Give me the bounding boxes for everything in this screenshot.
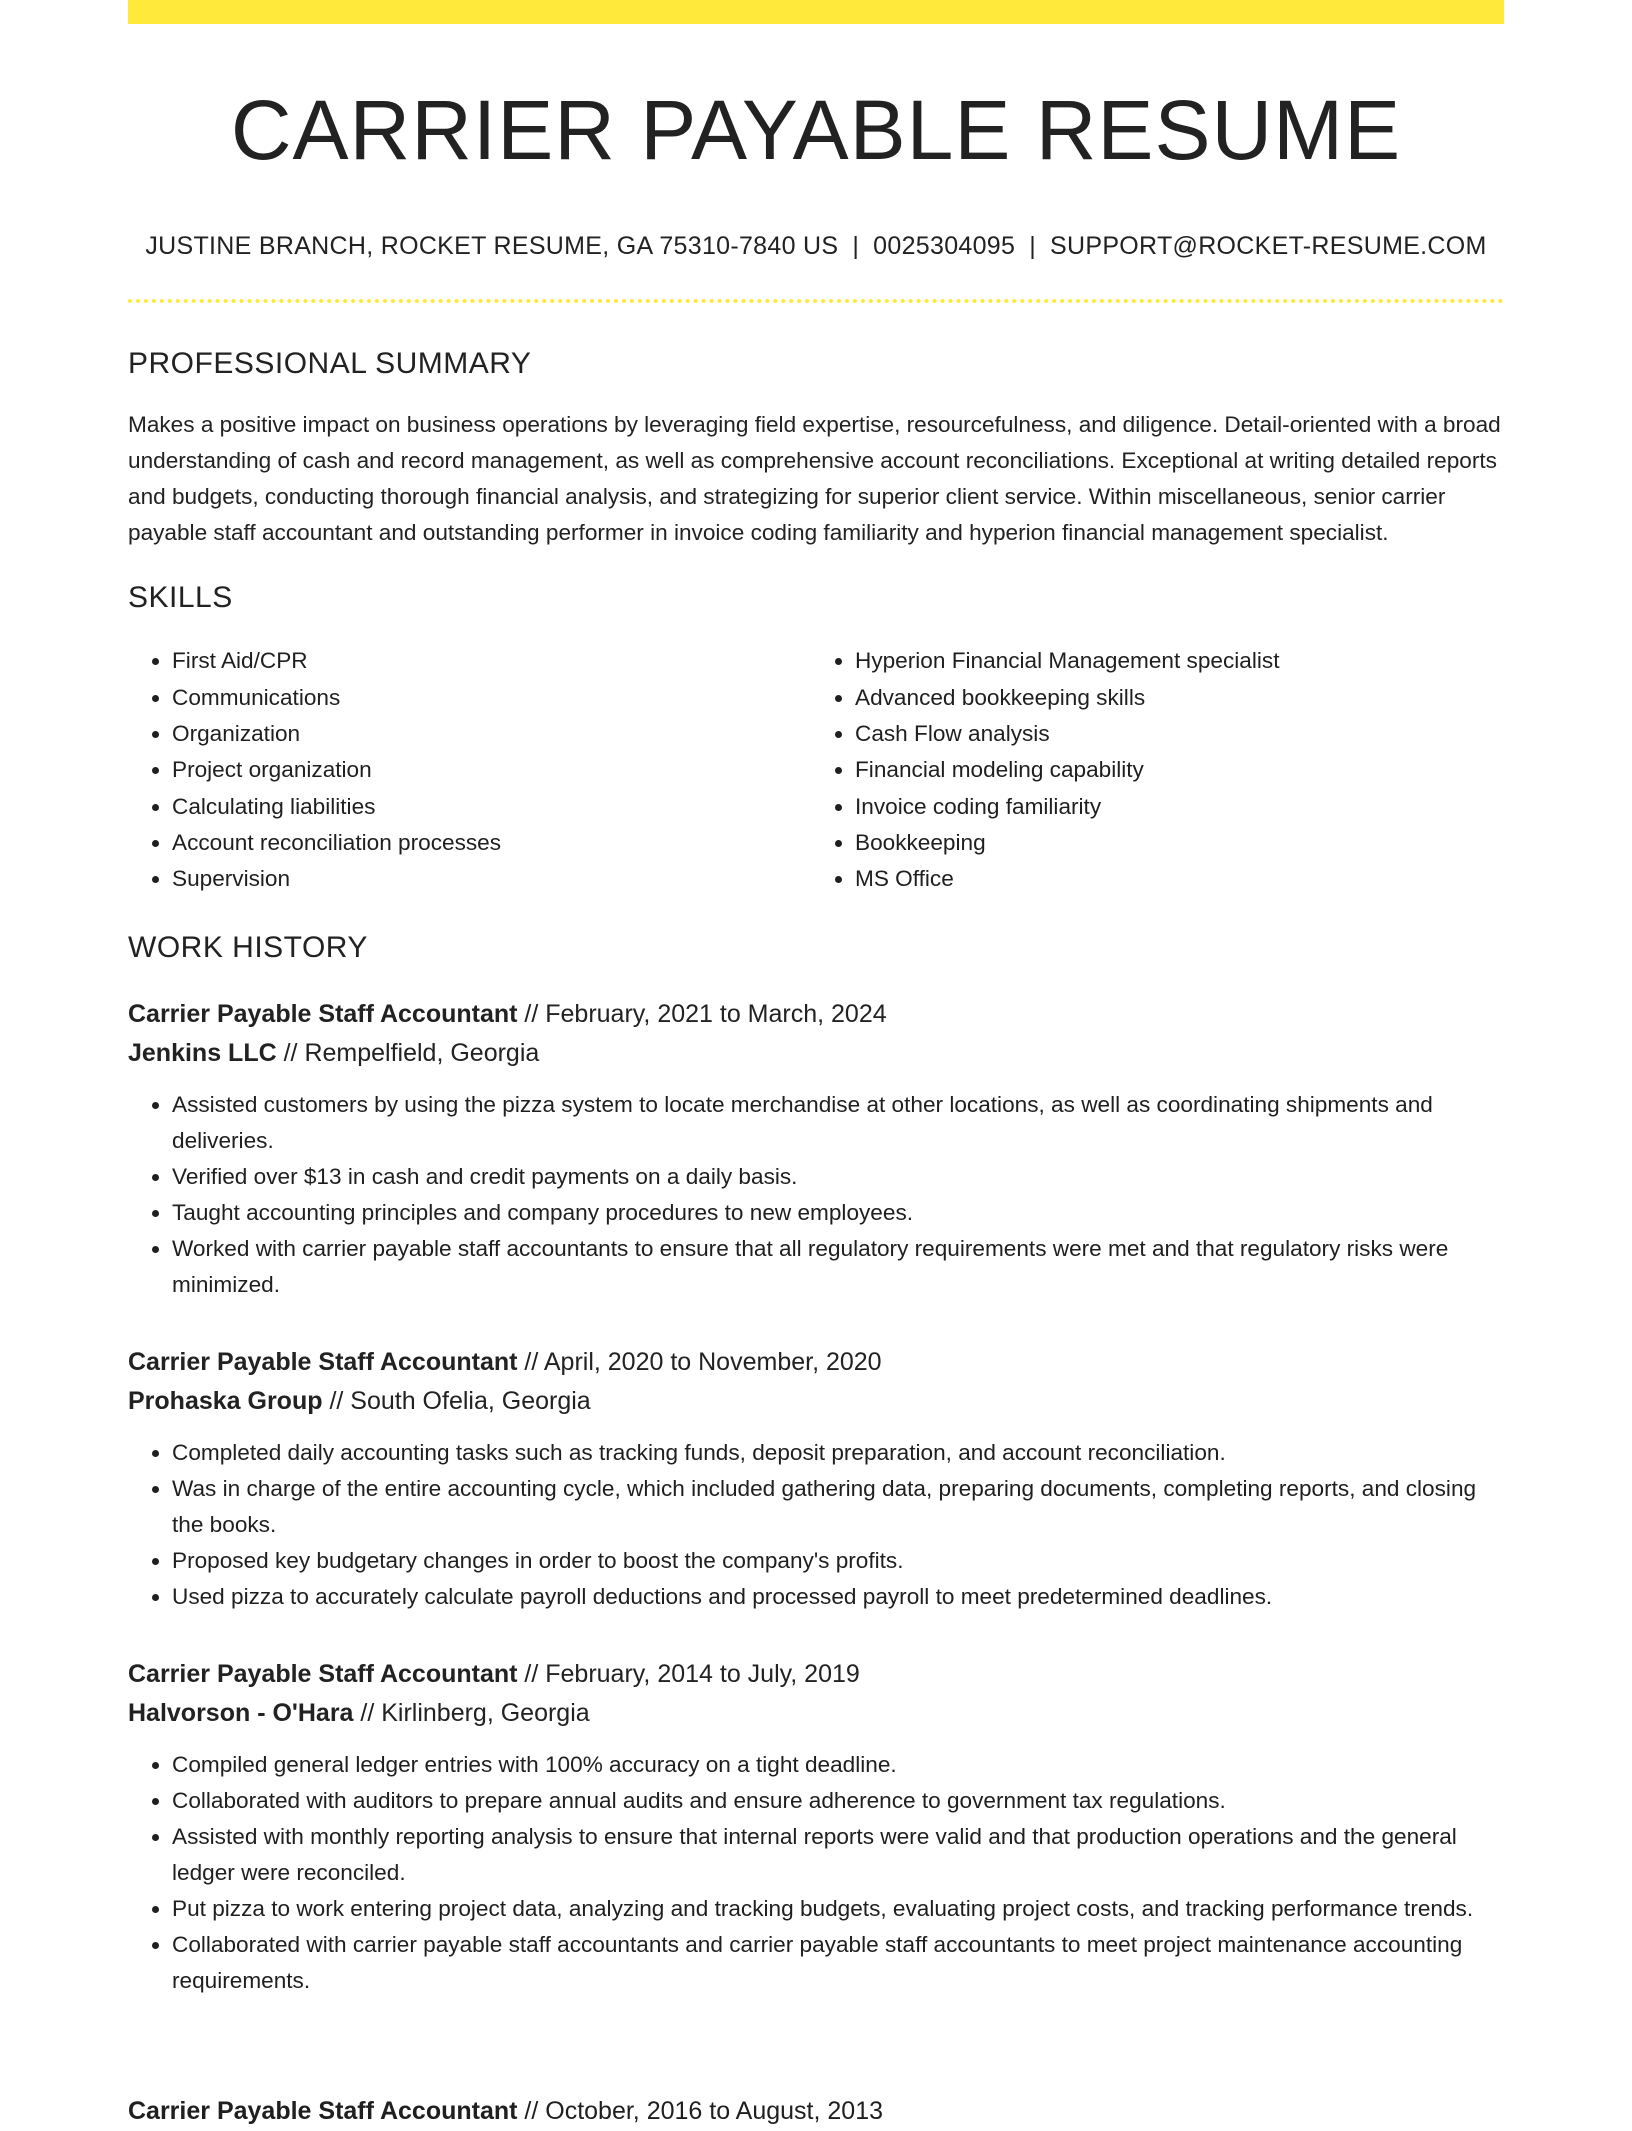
- job-bullets: [128, 1747, 1504, 1999]
- job-bullet: • Completed daily accounting tasks such as tracking funds, deposit preparation, and account reconciliation.: [172, 1435, 1504, 1471]
- skill-item: • Account reconciliation processes: [172, 825, 806, 861]
- dotted-divider: [128, 299, 1504, 303]
- skill-item: • First Aid/CPR: [172, 643, 806, 679]
- job-location: // South Ofelia, Georgia: [322, 1387, 591, 1416]
- job-bullet: • Taught accounting principles and company procedures to new employees.: [172, 1195, 1504, 1231]
- job-bullets: [128, 1087, 1504, 1303]
- job-location: // Rempelfield, Georgia: [276, 1039, 540, 1068]
- job-entry: [128, 995, 1504, 1303]
- job-bullet: • Used pizza to accurately calculate payroll deductions and processed payroll to meet predetermined deadlines.: [172, 1579, 1504, 1615]
- job-role: Carrier Payable Staff Accountant: [128, 1660, 518, 1689]
- skill-item: • Financial modeling capability: [855, 752, 1489, 788]
- skills-heading: SKILLS: [128, 581, 233, 615]
- job-role: Carrier Payable Staff Accountant: [128, 1000, 518, 1029]
- job-bullet: • Assisted customers by using the pizza system to locate merchandise at other locations, as well as coordinating shipments and deliveries.: [172, 1087, 1504, 1159]
- skill-item: • Advanced bookkeeping skills: [855, 680, 1489, 716]
- job-bullets: [128, 1435, 1504, 1615]
- summary-text: Makes a positive impact on business operations by leveraging field expertise, resourcefulness, and diligence. Detail-oriented with a broad understanding of cash and record management, as well as comprehensive account reconciliations. Exceptional at writing detailed reports and budgets, conducting thorough financial analysis, and strategizing for superior client service. Within miscellaneous, senior carrier payable staff accountant and outstanding performer in invoice coding familiarity and hyperion financial management specialist.: [128, 412, 1501, 546]
- skill-item: • Project organization: [172, 752, 806, 788]
- accent-bar: [128, 0, 1504, 24]
- job-company-line: [128, 1034, 1504, 1073]
- job-bullet: • Proposed key budgetary changes in order to boost the company's profits.: [172, 1543, 1504, 1579]
- skills-column-left: [128, 643, 806, 897]
- skill-item: • Communications: [172, 680, 806, 716]
- skill-item: • Organization: [172, 716, 806, 752]
- job-dates: // October, 2016 to August, 2013: [517, 2097, 884, 2125]
- skill-item: • Invoice coding familiarity: [855, 789, 1489, 825]
- resume-title: CARRIER PAYABLE RESUME: [230, 83, 1402, 177]
- contact-email[interactable]: SUPPORT@ROCKET-RESUME.COM: [1050, 232, 1487, 261]
- skill-item: • Bookkeeping: [855, 825, 1489, 861]
- job-company: Prohaska Group: [128, 1387, 323, 1416]
- skill-item: • Hyperion Financial Management specialist: [855, 643, 1489, 679]
- job-company-line: [128, 1694, 1504, 1733]
- job-entry: [128, 1343, 1504, 1615]
- skills-list: [128, 643, 1504, 897]
- job-bullet: • Collaborated with carrier payable staff accountants and carrier payable staff accountants to meet project maintenance accounting requirements.: [172, 1927, 1504, 1999]
- contact-line: [128, 232, 1504, 261]
- contact-separator: |: [852, 232, 860, 261]
- job-bullet: • Put pizza to work entering project data, analyzing and tracking budgets, evaluating project costs, and tracking performance trends.: [172, 1891, 1504, 1927]
- job-bullet: • Collaborated with auditors to prepare annual audits and ensure adherence to government tax regulations.: [172, 1783, 1504, 1819]
- job-entry: [128, 1655, 1504, 1999]
- job-bullet: • Compiled general ledger entries with 100% accuracy on a tight deadline.: [172, 1747, 1504, 1783]
- job-bullet: • Worked with carrier payable staff accountants to ensure that all regulatory requirements were met and that regulatory risks were minimized.: [172, 1231, 1504, 1303]
- contact-phone: 0025304095: [873, 232, 1016, 261]
- job-header: [128, 1343, 1504, 1382]
- job-company-line: [128, 1382, 1504, 1421]
- job-company: Jenkins LLC: [128, 1039, 277, 1068]
- contact-address: JUSTINE BRANCH, ROCKET RESUME, GA 75310-7840 US: [145, 232, 839, 261]
- skill-item: • Cash Flow analysis: [855, 716, 1489, 752]
- job-role: Carrier Payable Staff Accountant: [128, 2097, 518, 2125]
- job-bullet: • Assisted with monthly reporting analysis to ensure that internal reports were valid and that production operations and the general ledger were reconciled.: [172, 1819, 1504, 1891]
- job-bullet: • Was in charge of the entire accounting cycle, which included gathering data, preparing documents, completing reports, and closing the books.: [172, 1471, 1504, 1543]
- job-role: Carrier Payable Staff Accountant: [128, 1348, 518, 1377]
- job-company: Halvorson - O'Hara: [128, 1699, 354, 1728]
- summary-heading: PROFESSIONAL SUMMARY: [128, 347, 532, 381]
- job-dates: // April, 2020 to November, 2020: [517, 1348, 882, 1377]
- work-history-list: [128, 995, 1504, 1999]
- job-header: [128, 1655, 1504, 1694]
- skills-column-right: [806, 643, 1489, 897]
- job-dates: // February, 2021 to March, 2024: [517, 1000, 887, 1029]
- contact-separator: |: [1029, 232, 1037, 261]
- skill-item: • Calculating liabilities: [172, 789, 806, 825]
- job-header: [128, 995, 1504, 1034]
- skill-item: • MS Office: [855, 861, 1489, 897]
- job-dates: // February, 2014 to July, 2019: [517, 1660, 860, 1689]
- resume-page: [128, 0, 1504, 1999]
- work-history-heading: WORK HISTORY: [128, 931, 368, 965]
- job-location: // Kirlinberg, Georgia: [353, 1699, 590, 1728]
- job-bullet: • Verified over $13 in cash and credit payments on a daily basis.: [172, 1159, 1504, 1195]
- skill-item: • Supervision: [172, 861, 806, 897]
